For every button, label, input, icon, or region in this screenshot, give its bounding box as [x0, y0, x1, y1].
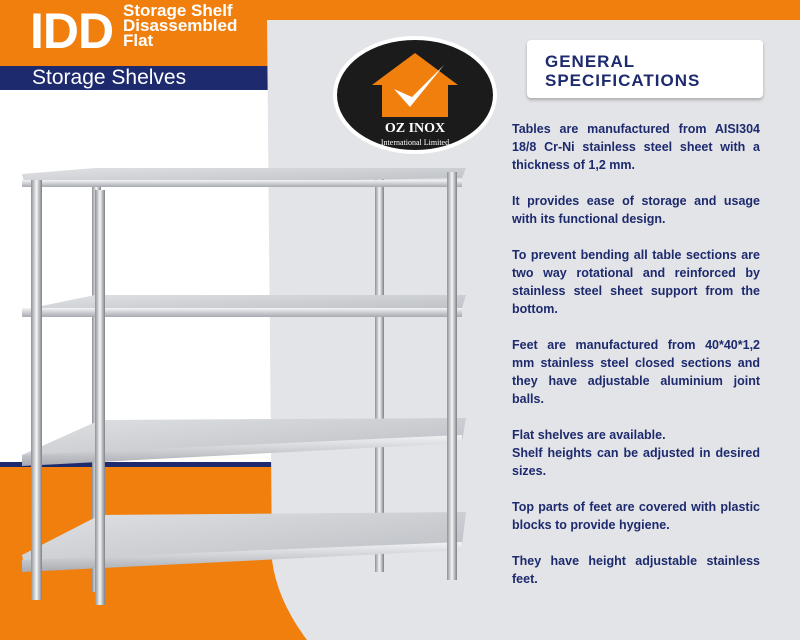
product-title-line-2: Disassembled — [123, 16, 238, 35]
spec-paragraph: To prevent bending all table sections are two way rotational and reinforced by stainless steel sheet support from the bottom. — [512, 248, 760, 316]
product-title — [123, 3, 237, 48]
spec-paragraph: It provides ease of storage and usage with its functional design. — [512, 194, 760, 226]
specifications-heading — [545, 52, 700, 90]
specifications-header-box — [527, 40, 763, 98]
shelf-top — [22, 168, 466, 187]
category-subtitle: Storage Shelves — [32, 66, 187, 89]
spec-paragraph: Shelf heights can be adjusted in desired sizes. — [512, 446, 760, 478]
specifications-heading-line-2: SPECIFICATIONS — [545, 71, 701, 90]
storage-shelf-image — [0, 150, 480, 610]
spec-paragraph: They have height adjustable stainless feet. — [512, 554, 760, 586]
specifications-list — [512, 120, 760, 606]
spec-paragraph: Flat shelves are available. — [512, 428, 666, 442]
spec-paragraph: Top parts of feet are covered with plastic blocks to provide hygiene. — [512, 500, 760, 532]
shelf-3 — [22, 418, 466, 466]
shelf-bottom — [22, 512, 466, 572]
logo-tagline: International Limited — [380, 138, 450, 147]
specifications-heading-line-1: GENERAL — [545, 52, 636, 71]
shelf-2 — [22, 295, 466, 317]
logo-brand: OZ INOX — [384, 121, 446, 136]
oz-inox-logo — [332, 35, 498, 155]
spec-paragraph: Tables are manufactured from AISI304 18/8 Cr-Ni stainless steel sheet with a thickness of 1,2 mm. — [512, 122, 760, 172]
product-title-line-3: Flat — [123, 31, 154, 50]
spec-paragraph: Feet are manufactured from 40*40*1,2 mm stainless steel closed sections and they have adjustable aluminium joint balls. — [512, 338, 760, 406]
product-code: IDD — [30, 3, 114, 59]
product-title-line-1: Storage Shelf — [123, 1, 233, 20]
